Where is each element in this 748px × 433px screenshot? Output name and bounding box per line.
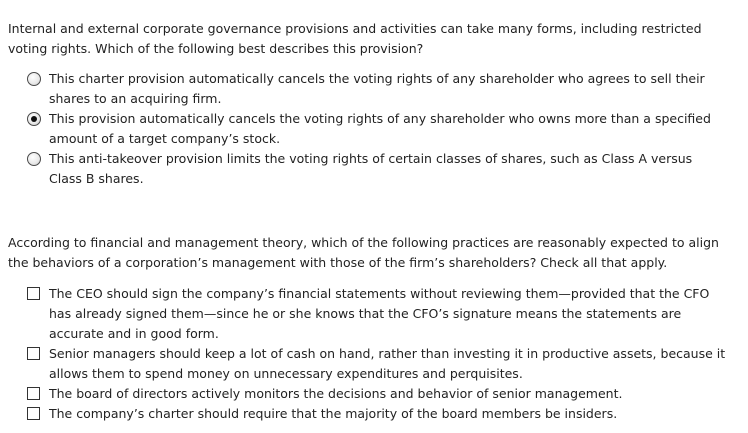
question-1-option-3[interactable] (27, 149, 727, 189)
option-label: The CEO should sign the company’s financial statements without reviewing them—provided that the CFO has already signed them—since he or she knows that the CFO’s signature means the statements are accurate and in good form. (49, 286, 710, 341)
question-2-text: According to financial and management theory, which of the following practices are reasonably expected to align the behaviors of a corporation’s management with those of the firm’s shareholders? Check all that apply. (8, 235, 719, 270)
radio-button[interactable] (27, 152, 41, 166)
checkbox[interactable] (27, 407, 40, 420)
question-2-option-2[interactable] (27, 344, 727, 384)
radio-button[interactable] (27, 72, 41, 86)
question-1-option-1[interactable] (27, 69, 727, 109)
option-label: This charter provision automatically cancels the voting rights of any shareholder who agrees to sell their shares to an acquiring firm. (49, 71, 705, 106)
question-1-option-2[interactable] (27, 109, 727, 149)
option-label: Senior managers should keep a lot of cash on hand, rather than investing it in productive assets, because it allows them to spend money on unnecessary expenditures and perquisites. (49, 346, 726, 381)
option-label: The board of directors actively monitors the decisions and behavior of senior management. (49, 386, 623, 401)
question-2-option-1[interactable] (27, 284, 727, 344)
option-label: The company’s charter should require that the majority of the board members be insiders. (49, 406, 618, 421)
checkbox[interactable] (27, 287, 40, 300)
checkbox[interactable] (27, 387, 40, 400)
option-label: This provision automatically cancels the voting rights of any shareholder who owns more than a specified amount of a target company’s stock. (49, 111, 711, 146)
checkbox[interactable] (27, 347, 40, 360)
question-2-option-4[interactable] (27, 404, 727, 424)
question-1-text: Internal and external corporate governance provisions and activities can take many forms, including restricted voting rights. Which of the following best describes this provision? (8, 21, 702, 56)
option-label: This anti-takeover provision limits the voting rights of certain classes of shares, such as Class A versus Class B shares. (49, 151, 693, 186)
radio-button[interactable] (27, 112, 41, 126)
question-2-option-3[interactable] (27, 384, 727, 404)
